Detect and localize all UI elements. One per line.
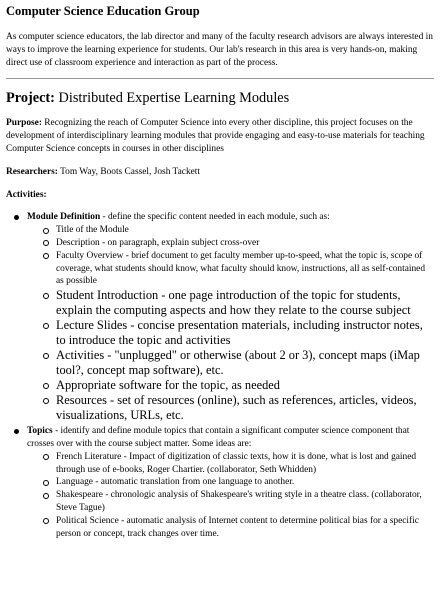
project-heading bbox=[6, 90, 434, 107]
list-item: Language - automatic translation from one language to another. bbox=[56, 476, 434, 489]
bullet-circle-icon bbox=[43, 253, 49, 259]
list-item: Title of the Module bbox=[56, 224, 434, 237]
activity-module-definition bbox=[27, 211, 434, 423]
activities-heading bbox=[6, 189, 434, 202]
page bbox=[0, 4, 440, 540]
activity-text: - define the specific content needed in each module, such as: bbox=[100, 212, 330, 223]
list-item: Shakespeare - chronologic analysis of Shakespeare's writing style in a theatre class. (collaborator, Steve Tague) bbox=[56, 489, 434, 515]
bullet-circle-icon bbox=[43, 383, 49, 389]
researchers-text: Tom Way, Boots Cassel, Josh Tackett bbox=[60, 166, 201, 177]
activity-topics bbox=[27, 425, 434, 540]
researchers-paragraph bbox=[6, 166, 434, 179]
activity-title: Module Definition bbox=[27, 212, 101, 223]
list-item: Lecture Slides - concise presentation materials, including instructor notes, to introduce the topic and activities bbox=[56, 318, 434, 348]
intro-paragraph: As computer science educators, the lab director and many of the faculty research advisors are always interested in ways to improve the learning experience for students. Our lab's research in this area is very hands-on, making direct use of classroom experience and interaction as part of the process. bbox=[6, 32, 433, 68]
divider bbox=[6, 78, 434, 79]
activities-label: Activities: bbox=[6, 189, 47, 200]
bullet-circle-icon bbox=[43, 480, 49, 486]
purpose-text: Recognizing the reach of Computer Science into every other discipline, this project focuses on the development of interdisciplinary learning modules that provide engaging and easy-to-use materials for teaching Computer Science concepts in courses in other disciplines bbox=[6, 118, 425, 154]
activity-title: Topics bbox=[27, 426, 53, 437]
list-item: Description - on paragraph, explain subject cross-over bbox=[56, 237, 434, 250]
list-item: French Literature - Impact of digitization of classic texts, how it is done, what is lost and gained through use of e-books, Roger Chartier. (collaborator, Seth Whidden) bbox=[56, 451, 434, 477]
list-item: Faculty Overview - brief document to get faculty member up-to-speed, what the topic is, scope of coverage, what students should know, what faculty should know, instructions, all as self-contained as possible bbox=[56, 250, 434, 288]
bullet-circle-icon bbox=[43, 323, 49, 329]
bullet-circle-icon bbox=[43, 353, 49, 359]
bullet-disc-icon bbox=[14, 215, 19, 220]
purpose-label: Purpose: bbox=[6, 118, 42, 129]
bullet-disc-icon bbox=[14, 429, 19, 434]
project-label: Project: bbox=[6, 90, 55, 107]
bullet-circle-icon bbox=[43, 518, 49, 524]
bullet-circle-icon bbox=[43, 398, 49, 404]
list-item: Appropriate software for the topic, as needed bbox=[56, 378, 434, 393]
bullet-circle-icon bbox=[43, 454, 49, 460]
activity-text: - identify and define module topics that contain a significant computer science component that crosses over with the course subject matter. Some ideas are: bbox=[27, 426, 410, 449]
page-title: Computer Science Education Group bbox=[6, 4, 200, 18]
module-definition-sublist bbox=[27, 224, 434, 423]
bullet-circle-icon bbox=[43, 240, 49, 246]
project-name: Distributed Expertise Learning Modules bbox=[58, 90, 290, 107]
list-item: Student Introduction - one page introduction of the topic for students, explain the computing aspects and how they relate to the course subject bbox=[56, 288, 434, 318]
bullet-circle-icon bbox=[43, 493, 49, 499]
list-item: Resources - set of resources (online), such as references, articles, videos, visualizations, URLs, etc. bbox=[56, 393, 434, 423]
purpose-paragraph bbox=[6, 117, 434, 155]
list-item: Political Science - automatic analysis of Internet content to determine political bias for a specific person or concept, track changes over time. bbox=[56, 515, 434, 541]
bullet-circle-icon bbox=[43, 293, 49, 299]
activities-list bbox=[6, 211, 434, 540]
researchers-label: Researchers: bbox=[6, 166, 58, 177]
list-item: Activities - "unplugged" or otherwise (about 2 or 3), concept maps (iMap tool?, concept map software), etc. bbox=[56, 348, 434, 378]
bullet-circle-icon bbox=[43, 228, 49, 234]
topics-sublist bbox=[27, 451, 434, 541]
